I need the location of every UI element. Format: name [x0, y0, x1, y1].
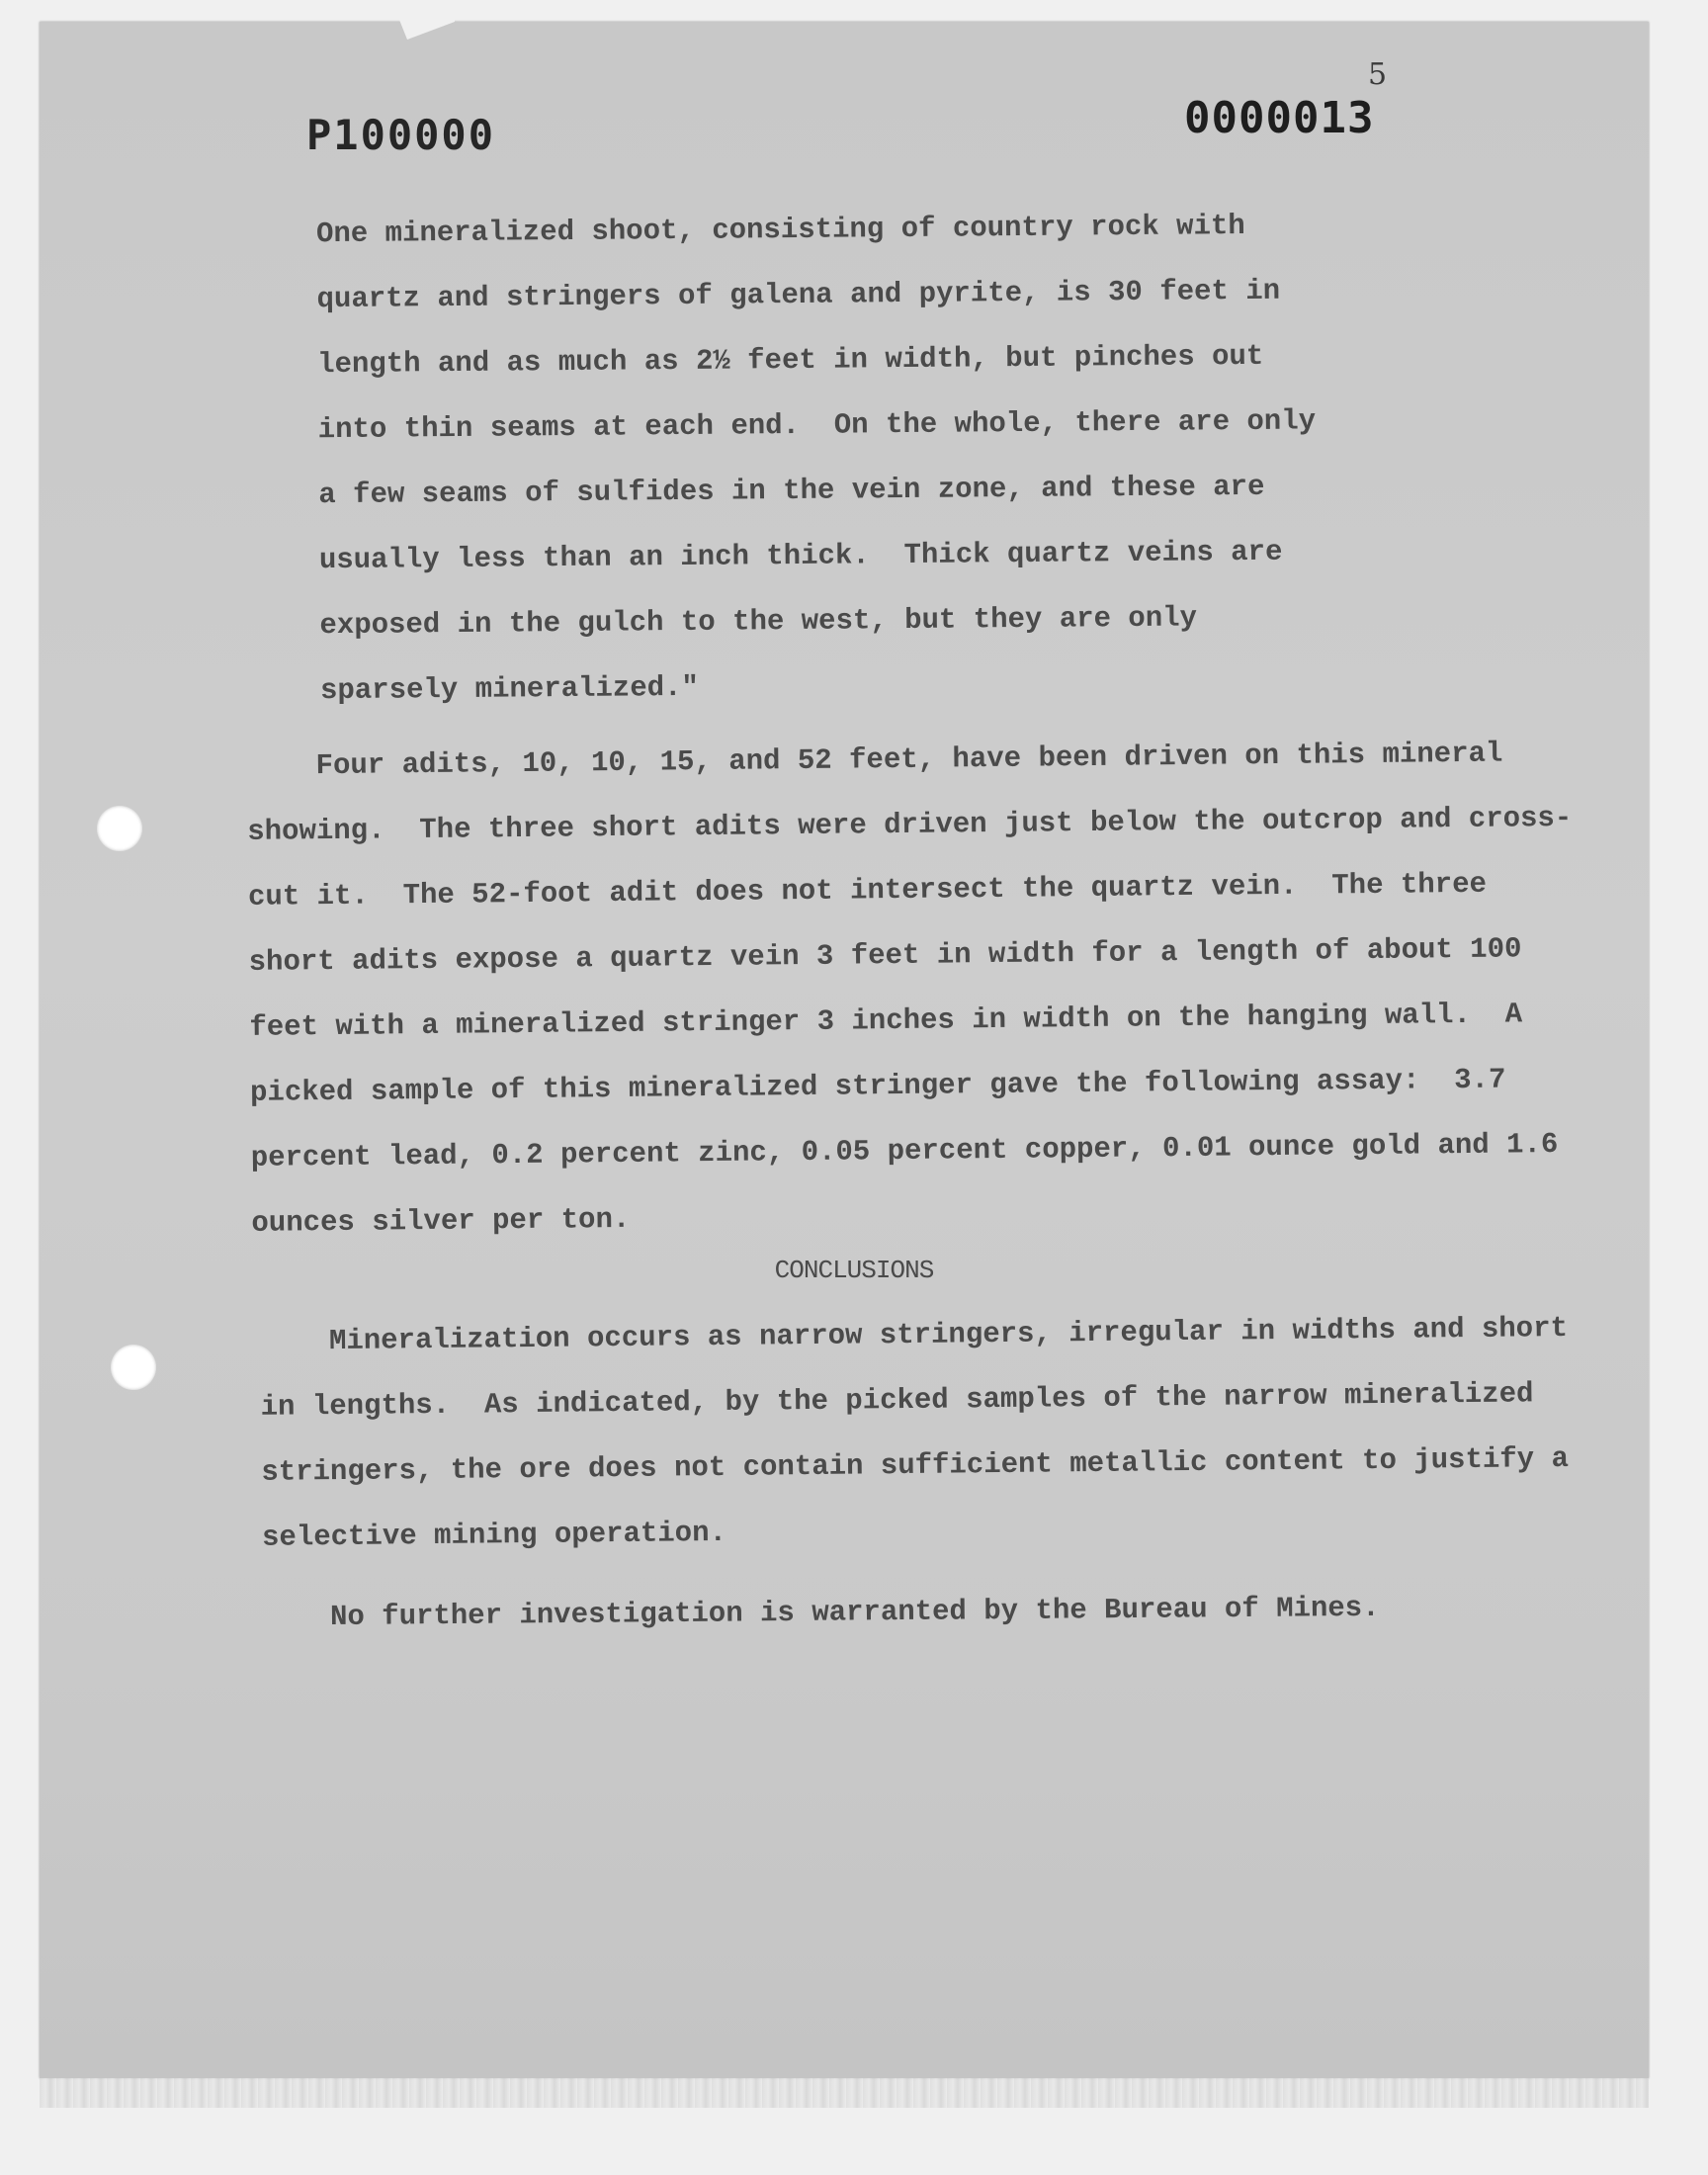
sheet-bottom-edge — [40, 2078, 1649, 2108]
text-line: No further investigation is warranted by the Bureau of Mines. — [329, 1591, 1380, 1634]
punch-hole-top — [97, 806, 142, 851]
text-line: showing. The three short adits were driven just below the outcrop and cross- — [247, 801, 1573, 848]
text-line: into thin seams at each end. On the whole, there are only — [317, 404, 1317, 447]
adits-paragraph — [246, 721, 1573, 1257]
document-id-stamp: P100000 — [306, 111, 496, 159]
text-line: percent lead, 0.2 percent zinc, 0.05 percent copper, 0.01 ounce gold and 1.6 — [250, 1128, 1559, 1174]
text-line: in lengths. As indicated, by the picked samples of the narrow mineralized — [260, 1377, 1534, 1424]
text-line: feet with a mineralized stringer 3 inches in width on the hanging wall. A — [249, 998, 1523, 1044]
text-line: quartz and stringers of galena and pyrite, is 30 feet in — [316, 274, 1281, 316]
text-line: sparsely mineralized." — [319, 670, 700, 708]
text-line: short adits expose a quartz vein 3 feet in width for a length of about 100 — [248, 932, 1522, 979]
text-line: exposed in the gulch to the west, but they are only — [319, 601, 1198, 643]
text-line: length and as much as 2½ feet in width, but pinches out — [317, 339, 1264, 382]
text-line: cut it. The 52-foot adit does not intersect the quartz vein. The three — [247, 867, 1488, 914]
text-line: One mineralized shoot, consisting of country rock with — [315, 209, 1245, 251]
conclusions-paragraph — [260, 1296, 1570, 1571]
text-line: Mineralization occurs as narrow stringers, irregular in widths and short — [328, 1311, 1569, 1358]
text-line: Four adits, 10, 10, 15, and 52 feet, have been driven on this mineral — [315, 737, 1503, 783]
text-line: a few seams of sulfides in the vein zone, and these are — [318, 470, 1265, 512]
text-line: ounces silver per ton. — [251, 1202, 631, 1240]
punch-hole-bottom — [111, 1345, 156, 1390]
text-line: usually less than an inch thick. Thick quartz veins are — [318, 535, 1283, 577]
final-statement — [261, 1574, 1547, 1650]
page-number-stamp: 0000013 — [1184, 93, 1375, 143]
section-heading: CONCLUSIONS — [774, 1256, 934, 1285]
text-line: selective mining operation. — [261, 1516, 727, 1554]
handwritten-page-number: 5 — [1368, 57, 1388, 92]
quoted-paragraph — [315, 194, 1317, 724]
text-line: stringers, the ore does not contain sufficient metallic content to justify a — [261, 1441, 1570, 1489]
text-line: picked sample of this mineralized stringer gave the following assay: 3.7 — [249, 1063, 1506, 1109]
